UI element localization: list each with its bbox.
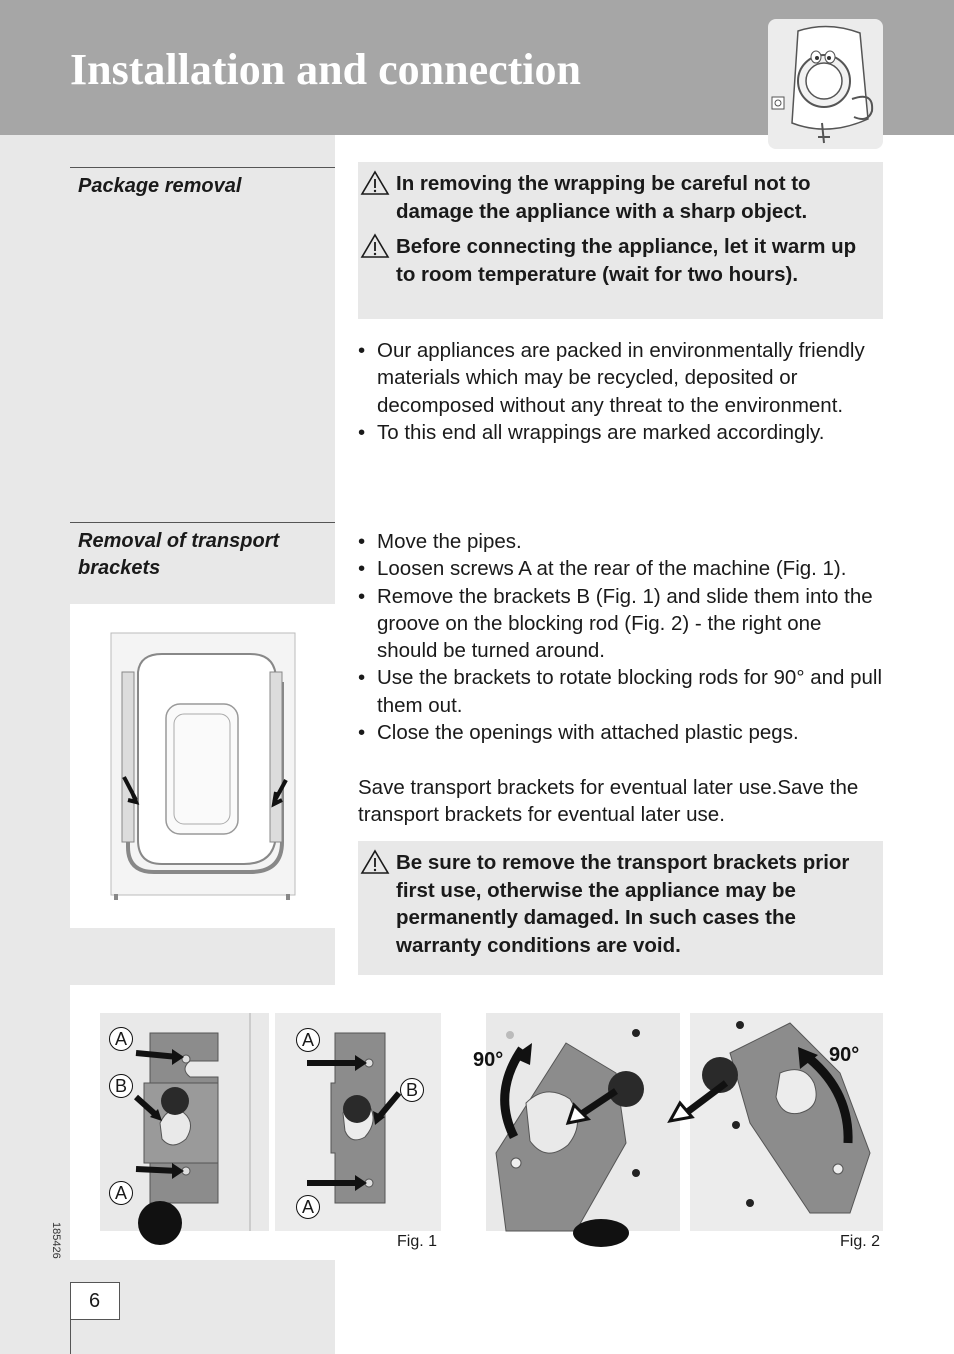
warning-triangle-icon [360,849,390,875]
list-item: • Use the brackets to rotate blocking rods for 90° and pull them out. [358,664,883,719]
transport-brackets-heading: Removal of transport brackets [78,530,280,579]
machine-rear-illustration [110,632,296,902]
fig2-right-panel [690,1013,883,1231]
fig1-caption: Fig. 1 [397,1233,438,1250]
package-bullet-list [358,337,883,446]
list-item: • Loosen screws A at the rear of the machine (Fig. 1). [358,555,883,582]
page-number-rule [70,1320,71,1354]
label-b: B [109,1074,133,1098]
label-b: B [400,1078,424,1102]
warning-item [396,849,873,959]
label-a: A [296,1195,320,1219]
label-a: A [296,1028,320,1052]
save-brackets-note: Save transport brackets for eventual later use.Save the transport brackets for eventual later use. [358,776,859,827]
label-a: A [109,1181,133,1205]
label-a: A [109,1027,133,1051]
warning-text: In removing the wrapping be careful not to damage the appliance with a sharp object. [396,172,811,223]
warning-triangle-icon [360,233,390,259]
package-removal-heading: Package removal [78,175,242,197]
section-divider [70,167,335,168]
fig2-caption: Fig. 2 [840,1233,881,1250]
warning-item [396,170,873,225]
fig2-left-panel [473,1013,680,1231]
warning-text: Be sure to remove the transport brackets prior first use, otherwise the appliance may be permanently damaged. In such cases the warranty conditions are void. [396,851,850,957]
page-title: Installation and connection [70,45,581,94]
page-number: 6 [70,1282,120,1320]
fig1-right-panel [275,1013,441,1231]
rotation-angle-label: 90° [473,1049,504,1071]
rotation-angle-label: 90° [829,1044,860,1066]
list-item: • Close the openings with attached plastic pegs. [358,719,883,746]
page-header [0,0,954,135]
fig1-left-panel [100,1013,269,1231]
section-divider [70,522,335,523]
warning-text: Before connecting the appliance, let it warm up to room temperature (wait for two hours). [396,235,857,286]
list-item: • Move the pipes. [358,528,883,555]
list-item: • To this end all wrappings are marked accordingly. [358,419,883,446]
warning-triangle-icon [360,170,390,196]
warning-item [396,233,873,288]
document-code: 185426 [50,1222,62,1259]
list-item: • Remove the brackets B (Fig. 1) and slide them into the groove on the blocking rod (Fig. 2) - the right one should be turned around. [358,583,883,665]
brackets-warning-box [358,841,883,975]
package-warning-box [358,162,883,319]
washing-machine-mascot-icon [768,19,883,149]
list-item: • Our appliances are packed in environmentally friendly materials which may be recycled, deposited or decomposed without any threat to the environment. [358,337,883,419]
brackets-bullet-list [358,528,883,746]
